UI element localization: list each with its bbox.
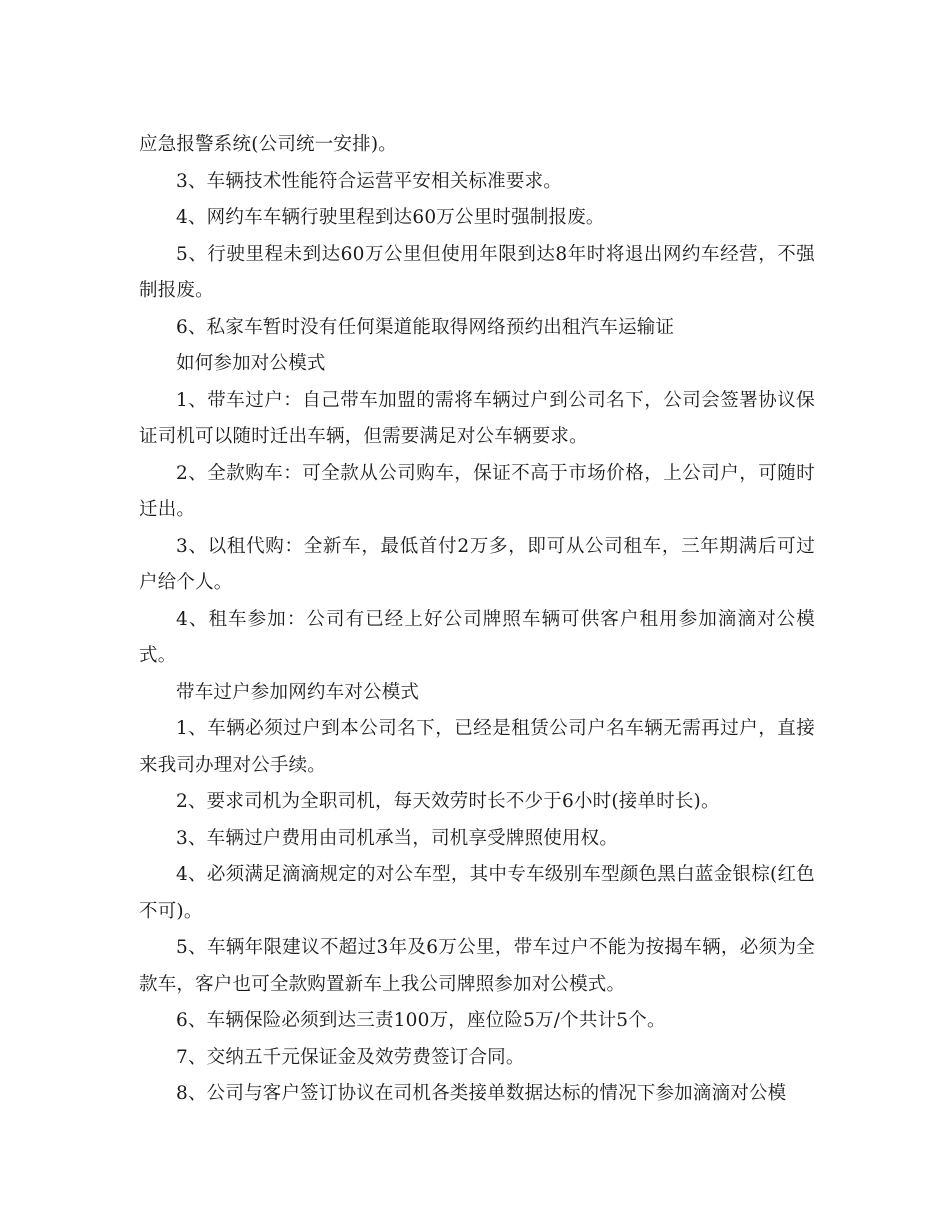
paragraph: 4、租车参加：公司有已经上好公司牌照车辆可供客户租用参加滴滴对公模式。 xyxy=(139,608,815,666)
paragraph: 3、以租代购：全新车，最低首付2万多，即可从公司租车，三年期满后可过户给个人。 xyxy=(139,535,815,593)
paragraph: 2、要求司机为全职司机，每天效劳时长不少于6小时(接单时长)。 xyxy=(176,791,720,812)
paragraph: 2、全款购车：可全款从公司购车，保证不高于市场价格，上公司户，可随时迁出。 xyxy=(139,462,815,520)
paragraph: 5、行驶里程未到达60万公里但使用年限到达8年时将退出网约车经营，不强制报废。 xyxy=(139,243,815,301)
paragraph: 1、车辆必须过户到本公司名下，已经是租赁公司户名车辆无需再过户，直接来我司办理对公手续。 xyxy=(139,718,815,776)
paragraph: 1、带车过户：自己带车加盟的需将车辆过户到公司名下，公司会签署协议保证司机可以随时迁出车辆，但需要满足对公车辆要求。 xyxy=(139,389,815,447)
paragraph: 4、必须满足滴滴规定的对公车型，其中专车级别车型颜色黑白蓝金银棕(红色不可)。 xyxy=(139,864,815,922)
paragraph: 7、交纳五千元保证金及效劳费签订合同。 xyxy=(176,1046,525,1068)
section-heading: 带车过户参加网约车对公模式 xyxy=(176,681,420,703)
document-body xyxy=(139,127,815,1113)
paragraph: 3、车辆过户费用由司机承当，司机享受牌照使用权。 xyxy=(176,827,619,849)
section-heading: 如何参加对公模式 xyxy=(176,353,326,374)
paragraph: 应急报警系统(公司统一安排)。 xyxy=(139,134,397,155)
paragraph: 5、车辆年限建议不超过3年及6万公里，带车过户不能为按揭车辆，必须为全款车，客户也可全款购置新车上我公司牌照参加对公模式。 xyxy=(139,937,815,995)
paragraph: 6、私家车暂时没有任何渠道能取得网络预约出租汽车运输证 xyxy=(176,316,675,338)
paragraph: 8、公司与客户签订协议在司机各类接单数据达标的情况下参加滴滴对公模 xyxy=(176,1083,787,1104)
paragraph: 4、网约车车辆行驶里程到达60万公里时强制报废。 xyxy=(176,207,605,228)
paragraph: 6、车辆保险必须到达三责100万，座位险5万/个共计5个。 xyxy=(176,1010,666,1031)
paragraph: 3、车辆技术性能符合运营平安相关标准要求。 xyxy=(176,170,562,192)
